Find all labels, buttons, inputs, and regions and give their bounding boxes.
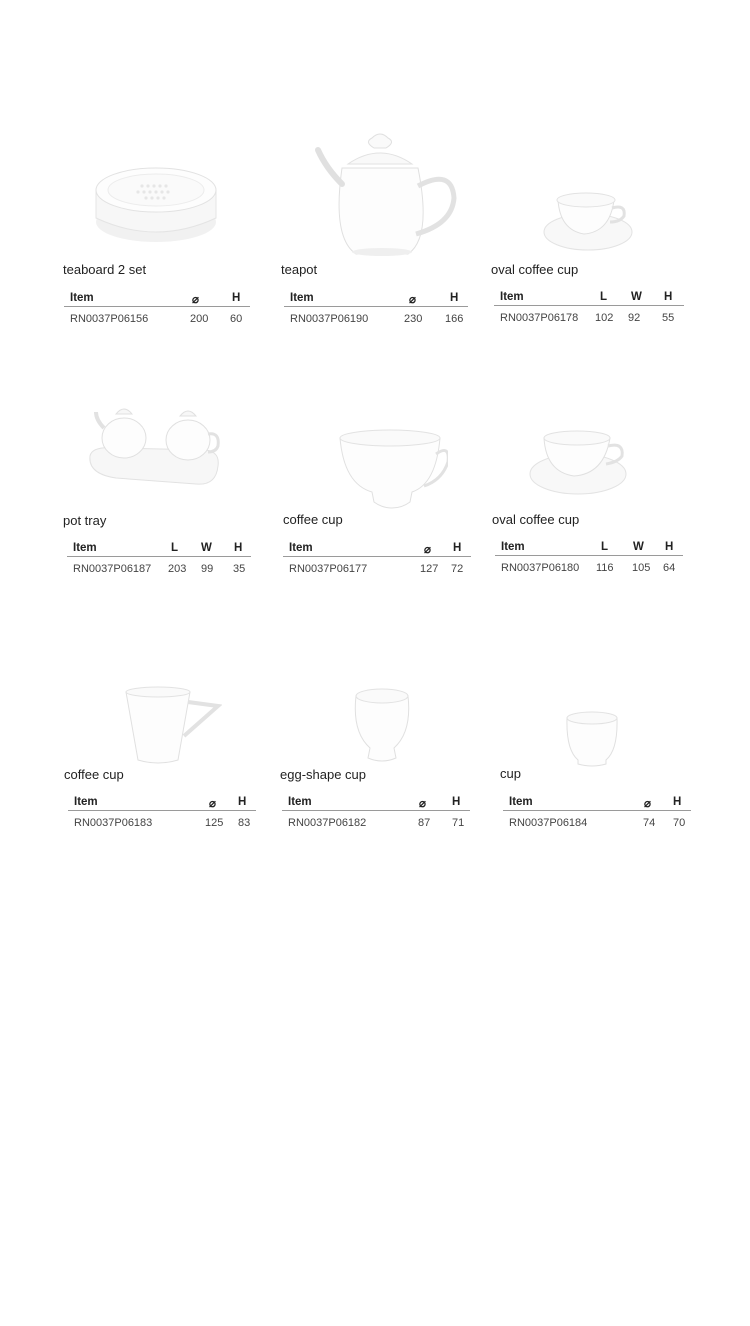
diameter-value: 230: [404, 313, 423, 325]
col-width: W: [631, 291, 642, 303]
product-name: coffee cup: [64, 767, 124, 782]
product-name: pot tray: [63, 513, 107, 528]
col-diameter: ⌀: [424, 544, 431, 556]
col-height: H: [450, 292, 459, 304]
spec-table: [67, 539, 251, 577]
col-item: Item: [74, 796, 98, 808]
col-diameter: ⌀: [209, 798, 216, 810]
spec-table: [64, 289, 250, 327]
spec-table-header: [67, 539, 251, 557]
height-value: 70: [673, 817, 686, 829]
spec-table: [503, 793, 691, 831]
col-height: H: [673, 796, 682, 808]
spec-table: [495, 538, 683, 576]
table-row: [503, 811, 691, 831]
col-height: H: [665, 541, 674, 553]
col-item: Item: [290, 292, 314, 304]
col-width: W: [633, 541, 644, 553]
width-value: 105: [632, 562, 651, 574]
diameter-value: 200: [190, 313, 209, 325]
table-row: [64, 307, 250, 327]
col-length: L: [601, 541, 609, 553]
col-height: H: [664, 291, 673, 303]
col-height: H: [234, 542, 243, 554]
product-name: teapot: [281, 262, 318, 277]
spec-table-header: [495, 538, 683, 556]
oval-cup-saucer-image: [528, 428, 632, 500]
diameter-value: 74: [643, 817, 656, 829]
spec-table: [68, 793, 256, 831]
teapot-image: [312, 128, 462, 258]
product-name: egg-shape cup: [280, 767, 367, 782]
table-row: [282, 811, 470, 831]
item-code: RN0037P06156: [70, 313, 149, 325]
spec-table-header: [284, 289, 468, 307]
col-length: L: [171, 542, 179, 554]
col-item: Item: [288, 796, 312, 808]
col-diameter: ⌀: [644, 798, 651, 810]
height-value: 166: [445, 313, 464, 325]
pot-tray-image: [86, 394, 236, 494]
col-length: L: [600, 291, 608, 303]
spec-table-header: [64, 289, 250, 307]
width-value: 99: [201, 563, 214, 575]
spec-table: [494, 288, 684, 326]
product-name: cup: [500, 766, 521, 781]
table-row: [67, 557, 251, 577]
table-row: [68, 811, 256, 831]
col-item: Item: [500, 291, 524, 303]
teaboard-image: [88, 160, 228, 250]
egg-cup-image: [352, 686, 412, 764]
col-diameter: ⌀: [192, 294, 199, 306]
oval-cup-saucer-image: [540, 186, 636, 256]
length-value: 116: [596, 562, 614, 574]
col-item: Item: [289, 542, 313, 554]
product-name: teaboard 2 set: [63, 262, 147, 277]
height-value: 60: [230, 313, 243, 325]
col-height: H: [452, 796, 461, 808]
col-diameter: ⌀: [419, 798, 426, 810]
col-diameter: ⌀: [409, 294, 416, 306]
height-value: 71: [452, 817, 465, 829]
product-name: oval coffee cup: [492, 512, 580, 527]
item-code: RN0037P06190: [290, 313, 369, 325]
spec-table: [284, 289, 468, 327]
diameter-value: 87: [418, 817, 431, 829]
col-width: W: [201, 542, 212, 554]
height-value: 35: [233, 563, 246, 575]
col-height: H: [238, 796, 247, 808]
table-row: [284, 307, 468, 327]
col-height: H: [232, 292, 241, 304]
col-item: Item: [73, 542, 97, 554]
spec-table-header: [503, 793, 691, 811]
item-code: RN0037P06180: [501, 562, 580, 574]
height-value: 72: [451, 563, 464, 575]
product-name: coffee cup: [283, 512, 343, 527]
spec-table-header: [283, 539, 471, 557]
col-height: H: [453, 542, 462, 554]
table-row: [283, 557, 471, 577]
table-row: [494, 306, 684, 326]
item-code: RN0037P06182: [288, 817, 367, 829]
spec-table-header: [68, 793, 256, 811]
spec-table: [282, 793, 470, 831]
item-code: RN0037P06184: [509, 817, 588, 829]
width-value: 92: [628, 312, 641, 324]
height-value: 83: [238, 817, 251, 829]
col-item: Item: [501, 541, 525, 553]
item-code: RN0037P06177: [289, 563, 368, 575]
height-value: 55: [662, 312, 675, 324]
item-code: RN0037P06187: [73, 563, 152, 575]
footed-coffee-cup-image: [336, 428, 448, 512]
spec-table: [283, 539, 471, 577]
col-item: Item: [70, 292, 94, 304]
diameter-value: 127: [420, 563, 439, 575]
col-item: Item: [509, 796, 533, 808]
height-value: 64: [663, 562, 676, 574]
product-name: oval coffee cup: [491, 262, 579, 277]
length-value: 102: [595, 312, 614, 324]
small-cup-image: [564, 710, 620, 768]
item-code: RN0037P06178: [500, 312, 579, 324]
angular-mug-image: [124, 686, 222, 766]
spec-table-header: [282, 793, 470, 811]
length-value: 203: [168, 563, 187, 575]
diameter-value: 125: [205, 817, 224, 829]
table-row: [495, 556, 683, 576]
item-code: RN0037P06183: [74, 817, 153, 829]
spec-table-header: [494, 288, 684, 306]
